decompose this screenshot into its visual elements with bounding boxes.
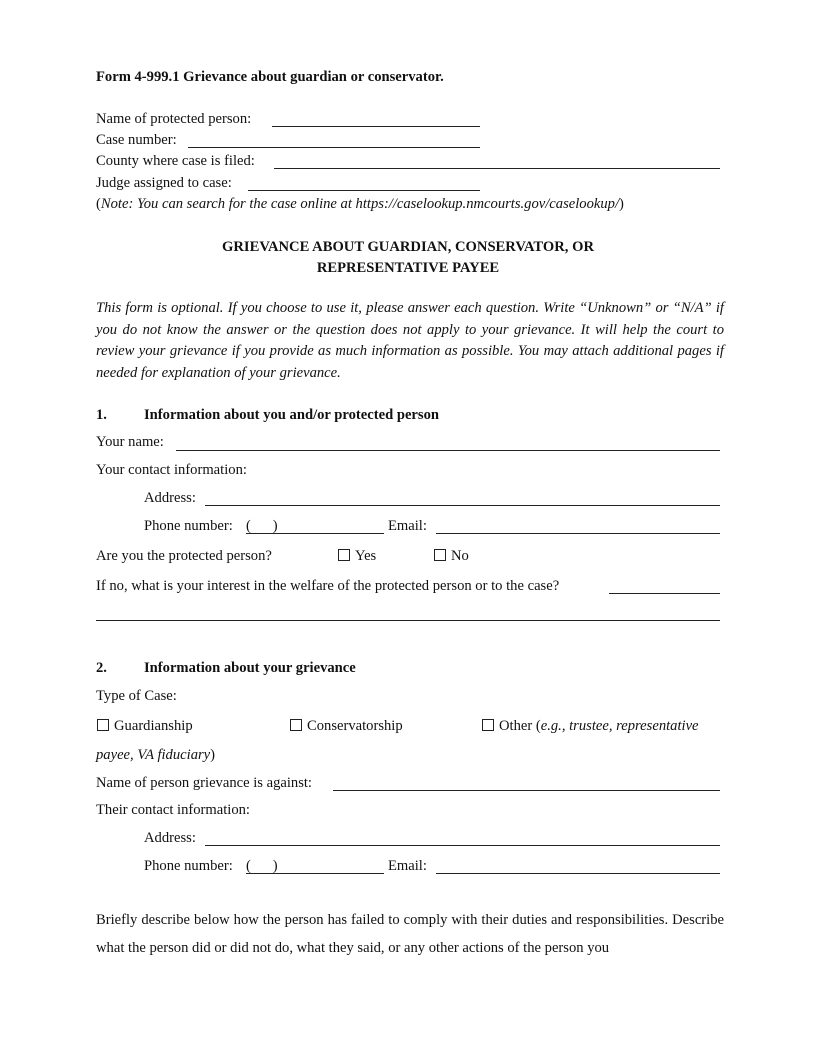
their-phone-area-code: ( ): [246, 858, 278, 874]
their-address-label: Address:: [144, 830, 196, 846]
interest-field-1[interactable]: [609, 593, 720, 594]
address-label: Address:: [144, 490, 196, 506]
your-name-field[interactable]: [176, 450, 720, 451]
guardianship-checkbox[interactable]: [97, 719, 109, 731]
no-option[interactable]: No: [434, 547, 469, 565]
yes-checkbox[interactable]: [338, 549, 350, 561]
phone-label: Phone number:: [144, 518, 233, 534]
conservatorship-checkbox[interactable]: [290, 719, 302, 731]
intro-paragraph: This form is optional. If you choose to use it, please answer each question. Write “Unknown” or “N/A” if you do not know the answer or the question does not apply to your grievance. It will help the court to review your grievance if you provide as much information as possible. You may attach additional pages if needed for explanation of your grievance.: [96, 300, 724, 381]
form-title: Form 4-999.1 Grievance about guardian or conservator.: [96, 69, 444, 85]
email-field[interactable]: [436, 533, 720, 534]
conservatorship-option[interactable]: Conservatorship: [290, 717, 403, 735]
section2-title: Information about your grievance: [144, 660, 356, 676]
interest-field-2[interactable]: [96, 620, 720, 621]
protected-person-question: Are you the protected person?: [96, 548, 272, 564]
your-name-label: Your name:: [96, 434, 164, 450]
section1-number: 1.: [96, 407, 107, 423]
their-email-label: Email:: [388, 858, 427, 874]
other-examples-continued: payee, VA fiduciary): [96, 747, 216, 763]
their-address-field[interactable]: [205, 845, 720, 846]
yes-option[interactable]: Yes: [338, 547, 376, 565]
no-checkbox[interactable]: [434, 549, 446, 561]
county-label: County where case is filed:: [96, 153, 255, 169]
phone-area-code: ( ): [246, 518, 278, 534]
their-phone-field[interactable]: [246, 873, 384, 874]
email-label: Email:: [388, 518, 427, 534]
case-lookup-note: (Note: You can search for the case online at https://caselookup.nmcourts.gov/caselookup/): [96, 196, 624, 212]
section1-title: Information about you and/or protected person: [144, 407, 440, 423]
type-of-case-label: Type of Case:: [96, 688, 177, 704]
county-field[interactable]: [274, 168, 720, 169]
their-phone-label: Phone number:: [144, 858, 233, 874]
section2-number: 2.: [96, 660, 107, 676]
other-checkbox[interactable]: [482, 719, 494, 731]
their-contact-label: Their contact information:: [96, 802, 250, 818]
protected-person-field[interactable]: [272, 126, 480, 127]
protected-person-label: Name of protected person:: [96, 111, 252, 127]
case-number-field[interactable]: [188, 147, 480, 148]
address-field[interactable]: [205, 505, 720, 506]
other-option[interactable]: Other (e.g., trustee, representative: [482, 717, 699, 735]
phone-field[interactable]: [246, 533, 384, 534]
case-lookup-note-text: Note: You can search for the case online at https://caselookup.nmcourts.gov/caselookup/: [100, 196, 620, 212]
their-email-field[interactable]: [436, 873, 720, 874]
page-heading: GRIEVANCE ABOUT GUARDIAN, CONSERVATOR, OR REPRESENTATIVE PAYEE: [222, 239, 594, 276]
grievance-against-label: Name of person grievance is against:: [96, 775, 312, 791]
interest-question: If no, what is your interest in the welfare of the protected person or to the case?: [96, 578, 560, 594]
judge-label: Judge assigned to case:: [96, 175, 232, 191]
case-number-label: Case number:: [96, 132, 177, 148]
judge-field[interactable]: [248, 190, 480, 191]
describe-paragraph: Briefly describe below how the person has failed to comply with their duties and responsibilities. Describe what the person did or did not do, what they said, or any other actions of the person you: [96, 912, 724, 956]
contact-info-label: Your contact information:: [96, 462, 247, 478]
guardianship-option[interactable]: Guardianship: [97, 717, 193, 735]
grievance-against-field[interactable]: [333, 790, 720, 791]
